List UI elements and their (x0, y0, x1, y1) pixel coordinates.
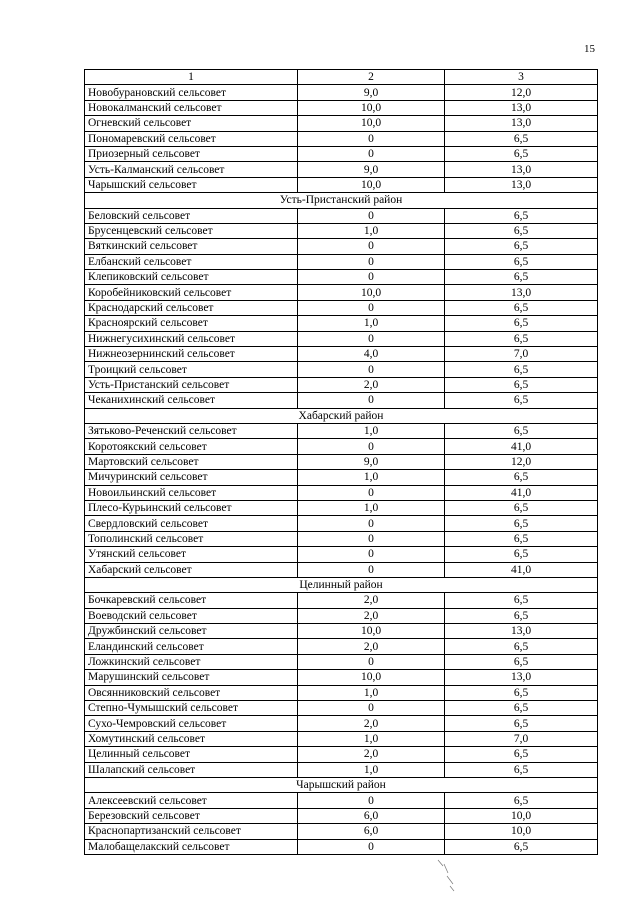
value-col-3: 41,0 (445, 562, 598, 577)
header-cell-2: 2 (298, 70, 445, 85)
value-col-3: 6,5 (445, 654, 598, 669)
value-col-2: 10,0 (298, 116, 445, 131)
value-col-2: 2,0 (298, 608, 445, 623)
value-col-2: 10,0 (298, 670, 445, 685)
value-col-3: 41,0 (445, 485, 598, 500)
table-row (85, 100, 598, 115)
value-col-3: 6,5 (445, 839, 598, 854)
value-col-3: 13,0 (445, 670, 598, 685)
page-number: 15 (584, 43, 595, 55)
settlement-name: Чарышский сельсовет (85, 177, 298, 192)
settlement-name: Овсянниковский сельсовет (85, 685, 298, 700)
value-col-2: 1,0 (298, 316, 445, 331)
value-col-3: 13,0 (445, 624, 598, 639)
value-col-2: 1,0 (298, 731, 445, 746)
value-col-3: 6,5 (445, 393, 598, 408)
table-row (85, 362, 598, 377)
value-col-3: 13,0 (445, 285, 598, 300)
value-col-2: 0 (298, 239, 445, 254)
value-col-3: 13,0 (445, 116, 598, 131)
value-col-2: 0 (298, 254, 445, 269)
table-row (85, 393, 598, 408)
value-col-2: 0 (298, 793, 445, 808)
value-col-3: 6,5 (445, 300, 598, 315)
table-row (85, 85, 598, 100)
value-col-3: 6,5 (445, 423, 598, 438)
value-col-2: 0 (298, 839, 445, 854)
value-col-2: 2,0 (298, 639, 445, 654)
settlement-name: Брусенцевский сельсовет (85, 223, 298, 238)
scan-artifact-mark (434, 858, 464, 892)
value-col-2: 0 (298, 485, 445, 500)
value-col-2: 10,0 (298, 285, 445, 300)
value-col-2: 0 (298, 531, 445, 546)
value-col-3: 6,5 (445, 146, 598, 161)
settlement-name: Ложкинский сельсовет (85, 654, 298, 669)
table-row (85, 731, 598, 746)
settlement-name: Коротоякский сельсовет (85, 439, 298, 454)
settlement-name: Зятьково-Реченский сельсовет (85, 423, 298, 438)
value-col-3: 6,5 (445, 362, 598, 377)
settlement-name: Березовский сельсовет (85, 808, 298, 823)
value-col-2: 0 (298, 393, 445, 408)
settlement-name: Хабарский сельсовет (85, 562, 298, 577)
district-header-row (85, 193, 598, 208)
table-row (85, 116, 598, 131)
value-col-2: 10,0 (298, 177, 445, 192)
value-col-2: 0 (298, 131, 445, 146)
value-col-3: 7,0 (445, 731, 598, 746)
value-col-2: 4,0 (298, 347, 445, 362)
table-row (85, 547, 598, 562)
value-col-3: 13,0 (445, 100, 598, 115)
settlement-name: Приозерный сельсовет (85, 146, 298, 161)
value-col-3: 12,0 (445, 85, 598, 100)
value-col-2: 0 (298, 331, 445, 346)
value-col-2: 0 (298, 439, 445, 454)
value-col-3: 6,5 (445, 516, 598, 531)
district-header-row (85, 408, 598, 423)
value-col-3: 41,0 (445, 439, 598, 454)
settlement-name: Сухо-Чемровский сельсовет (85, 716, 298, 731)
value-col-2: 9,0 (298, 85, 445, 100)
value-col-3: 6,5 (445, 608, 598, 623)
table-row (85, 146, 598, 161)
district-name: Усть-Пристанский район (85, 193, 598, 208)
value-col-3: 6,5 (445, 793, 598, 808)
table-row (85, 839, 598, 854)
value-col-2: 10,0 (298, 100, 445, 115)
settlement-name: Клепиковский сельсовет (85, 270, 298, 285)
value-col-3: 6,5 (445, 208, 598, 223)
settlement-name: Красноярский сельсовет (85, 316, 298, 331)
value-col-2: 9,0 (298, 454, 445, 469)
settlement-name: Троицкий сельсовет (85, 362, 298, 377)
settlement-name: Нижнеозернинский сельсовет (85, 347, 298, 362)
table-row (85, 254, 598, 269)
district-header-row (85, 777, 598, 792)
table-row (85, 347, 598, 362)
settlement-name: Усть-Калманский сельсовет (85, 162, 298, 177)
settlement-name: Беловский сельсовет (85, 208, 298, 223)
table-row (85, 485, 598, 500)
value-col-2: 2,0 (298, 377, 445, 392)
district-header-row (85, 577, 598, 592)
value-col-2: 6,0 (298, 824, 445, 839)
settlement-name: Свердловский сельсовет (85, 516, 298, 531)
table-row (85, 131, 598, 146)
value-col-3: 6,5 (445, 685, 598, 700)
value-col-3: 13,0 (445, 162, 598, 177)
table-row (85, 300, 598, 315)
value-col-2: 2,0 (298, 593, 445, 608)
table-row (85, 439, 598, 454)
settlement-name: Еландинский сельсовет (85, 639, 298, 654)
table-row (85, 208, 598, 223)
settlement-name: Плесо-Курьинский сельсовет (85, 500, 298, 515)
table-row (85, 793, 598, 808)
settlement-name: Степно-Чумышский сельсовет (85, 701, 298, 716)
value-col-3: 6,5 (445, 762, 598, 777)
data-table (84, 69, 598, 855)
table-row (85, 762, 598, 777)
value-col-2: 1,0 (298, 500, 445, 515)
value-col-3: 6,5 (445, 316, 598, 331)
table-row (85, 285, 598, 300)
settlement-name: Новокалманский сельсовет (85, 100, 298, 115)
table-row (85, 685, 598, 700)
settlement-name: Дружбинский сельсовет (85, 624, 298, 639)
value-col-2: 0 (298, 547, 445, 562)
table-row (85, 162, 598, 177)
settlement-name: Новоильинский сельсовет (85, 485, 298, 500)
settlement-name: Краснодарский сельсовет (85, 300, 298, 315)
value-col-2: 1,0 (298, 470, 445, 485)
table-row (85, 593, 598, 608)
value-col-3: 6,5 (445, 639, 598, 654)
table-row (85, 316, 598, 331)
value-col-2: 0 (298, 516, 445, 531)
value-col-2: 0 (298, 362, 445, 377)
value-col-3: 13,0 (445, 177, 598, 192)
table-row (85, 270, 598, 285)
settlement-name: Нижнегусихинский сельсовет (85, 331, 298, 346)
table-row (85, 747, 598, 762)
settlement-name: Алексеевский сельсовет (85, 793, 298, 808)
settlement-name: Мартовский сельсовет (85, 454, 298, 469)
settlement-name: Коробейниковский сельсовет (85, 285, 298, 300)
value-col-3: 6,5 (445, 593, 598, 608)
value-col-2: 0 (298, 208, 445, 223)
settlement-name: Марушинский сельсовет (85, 670, 298, 685)
value-col-2: 1,0 (298, 762, 445, 777)
settlement-name: Новобурановский сельсовет (85, 85, 298, 100)
settlement-name: Утянский сельсовет (85, 547, 298, 562)
value-col-2: 0 (298, 146, 445, 161)
settlement-name: Бочкаревский сельсовет (85, 593, 298, 608)
value-col-3: 6,5 (445, 131, 598, 146)
value-col-3: 6,5 (445, 747, 598, 762)
table-row (85, 239, 598, 254)
table-row (85, 608, 598, 623)
table-row (85, 562, 598, 577)
table-row (85, 331, 598, 346)
value-col-2: 1,0 (298, 685, 445, 700)
table-row (85, 808, 598, 823)
settlement-name: Малобащелакский сельсовет (85, 839, 298, 854)
table-row (85, 516, 598, 531)
value-col-2: 0 (298, 701, 445, 716)
table-row (85, 423, 598, 438)
value-col-3: 6,5 (445, 254, 598, 269)
settlement-name: Целинный сельсовет (85, 747, 298, 762)
settlement-name: Пономаревский сельсовет (85, 131, 298, 146)
district-name: Чарышский район (85, 777, 598, 792)
settlement-name: Хомутинский сельсовет (85, 731, 298, 746)
table-row (85, 824, 598, 839)
value-col-3: 6,5 (445, 331, 598, 346)
value-col-2: 0 (298, 300, 445, 315)
table-row (85, 531, 598, 546)
value-col-3: 6,5 (445, 500, 598, 515)
settlement-name: Мичуринский сельсовет (85, 470, 298, 485)
district-name: Хабарский район (85, 408, 598, 423)
value-col-2: 10,0 (298, 624, 445, 639)
header-row (85, 70, 598, 85)
table-row (85, 470, 598, 485)
value-col-2: 2,0 (298, 747, 445, 762)
value-col-3: 10,0 (445, 808, 598, 823)
settlement-name: Огневский сельсовет (85, 116, 298, 131)
table-row (85, 177, 598, 192)
value-col-3: 6,5 (445, 701, 598, 716)
value-col-3: 6,5 (445, 223, 598, 238)
settlement-name: Елбанский сельсовет (85, 254, 298, 269)
table-row (85, 701, 598, 716)
table-row (85, 500, 598, 515)
table-row (85, 624, 598, 639)
settlement-name: Воеводский сельсовет (85, 608, 298, 623)
table-body (85, 85, 598, 855)
table-row (85, 223, 598, 238)
value-col-3: 6,5 (445, 470, 598, 485)
settlement-name: Тополинский сельсовет (85, 531, 298, 546)
table-row (85, 454, 598, 469)
settlement-name: Усть-Пристанский сельсовет (85, 377, 298, 392)
value-col-3: 6,5 (445, 377, 598, 392)
settlement-name: Шалапский сельсовет (85, 762, 298, 777)
table-row (85, 716, 598, 731)
value-col-3: 6,5 (445, 239, 598, 254)
district-name: Целинный район (85, 577, 598, 592)
value-col-2: 2,0 (298, 716, 445, 731)
table-row (85, 377, 598, 392)
value-col-2: 0 (298, 654, 445, 669)
value-col-3: 12,0 (445, 454, 598, 469)
value-col-2: 0 (298, 562, 445, 577)
value-col-3: 6,5 (445, 716, 598, 731)
value-col-2: 0 (298, 270, 445, 285)
header-cell-3: 3 (445, 70, 598, 85)
settlement-name: Краснопартизанский сельсовет (85, 824, 298, 839)
settlement-name: Вяткинский сельсовет (85, 239, 298, 254)
header-cell-1: 1 (85, 70, 298, 85)
value-col-2: 6,0 (298, 808, 445, 823)
value-col-3: 10,0 (445, 824, 598, 839)
table-row (85, 639, 598, 654)
table-row (85, 670, 598, 685)
value-col-3: 6,5 (445, 547, 598, 562)
value-col-3: 6,5 (445, 531, 598, 546)
settlement-name: Чеканихинский сельсовет (85, 393, 298, 408)
value-col-2: 1,0 (298, 423, 445, 438)
table-row (85, 654, 598, 669)
value-col-2: 1,0 (298, 223, 445, 238)
value-col-3: 7,0 (445, 347, 598, 362)
value-col-3: 6,5 (445, 270, 598, 285)
value-col-2: 9,0 (298, 162, 445, 177)
